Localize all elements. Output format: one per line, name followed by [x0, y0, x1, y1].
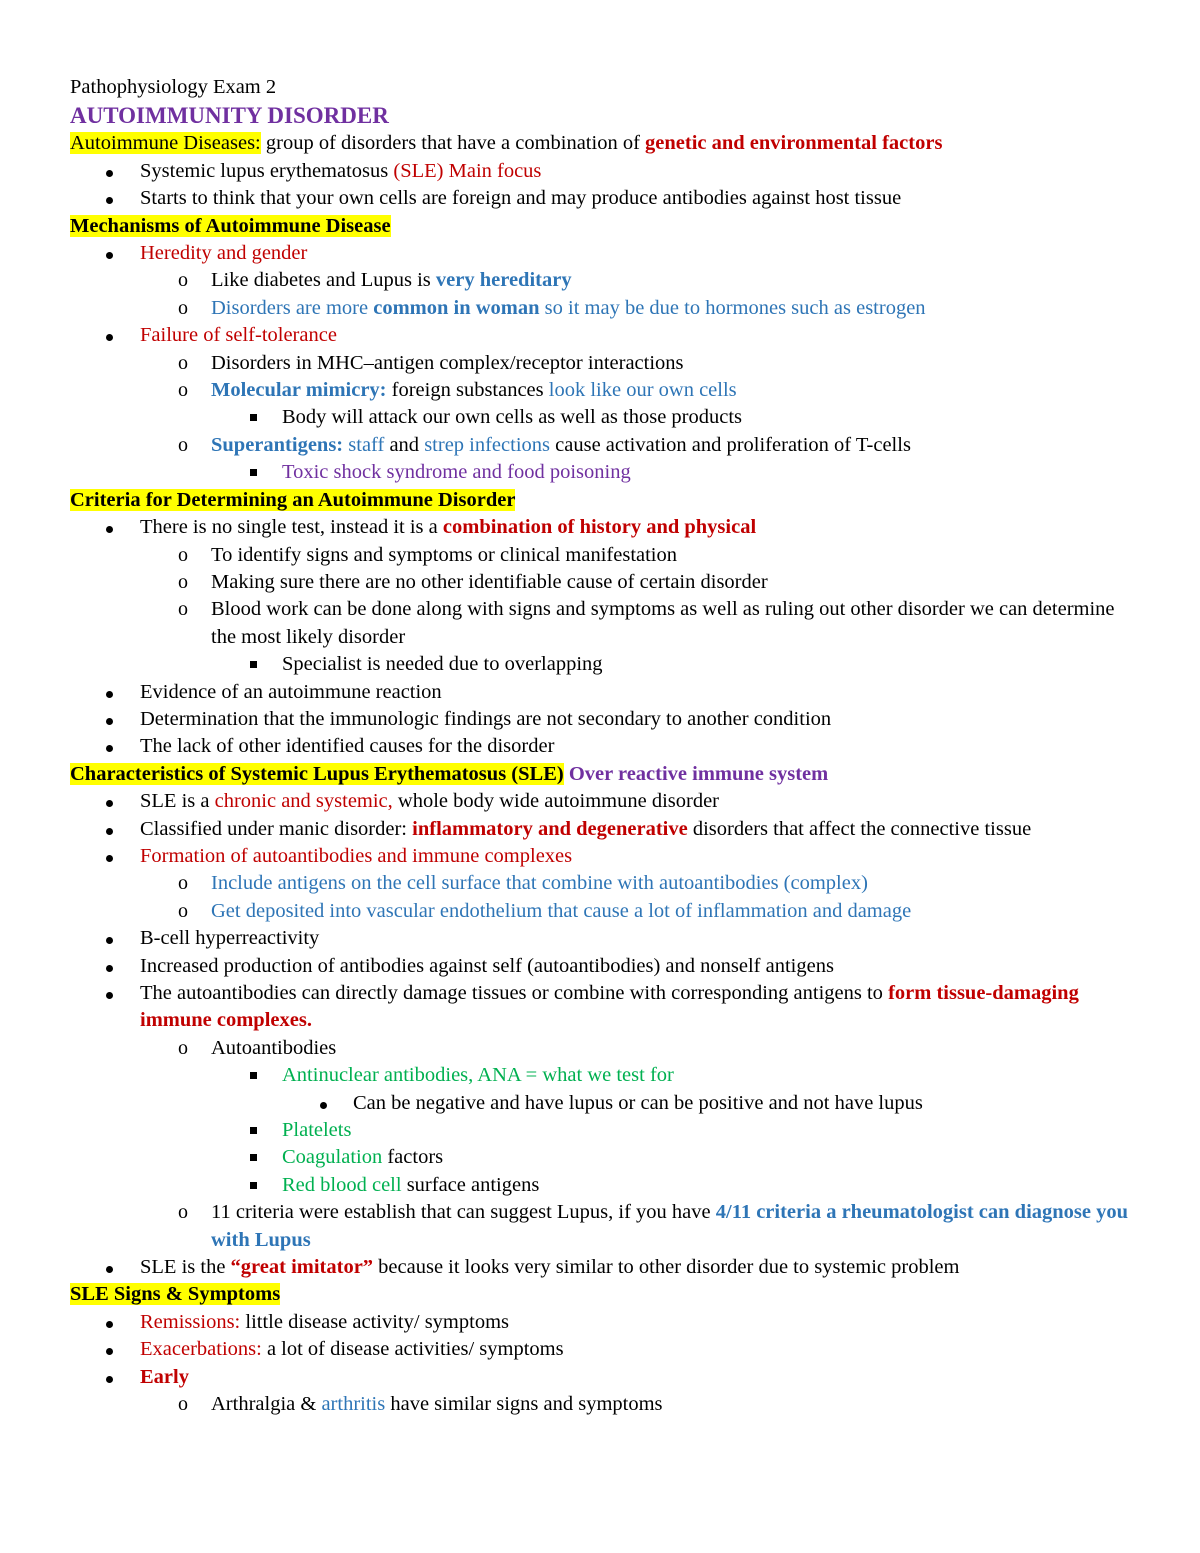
list-item: o Making sure there are no other identifiable cause of certain disorder: [70, 569, 1130, 596]
list-item: o Include antigens on the cell surface that combine with autoantibodies (complex): [70, 870, 1130, 897]
list-item: o Blood work can be done along with signs and symptoms as well as ruling out other disorder we can determine the most likely disorder: [178, 598, 1115, 648]
list-item: B-cell hyperreactivity: [70, 925, 1130, 952]
bullet-square-icon: [250, 1182, 257, 1189]
list-item: o Get deposited into vascular endothelium that cause a lot of inflammation and damage: [70, 898, 1130, 925]
list-item: The autoantibodies can directly damage tissues or combine with corresponding antigens to form tissue-damaging immune complexes.: [70, 980, 1130, 1035]
section-heading: SLE Signs & Symptoms: [70, 1283, 281, 1306]
bullet-circle-icon: o: [178, 1036, 188, 1059]
section-heading: Mechanisms of Autoimmune Disease: [70, 214, 391, 237]
list-item: Exacerbations: a lot of disease activities/ symptoms: [70, 1336, 1130, 1363]
list-item: Red blood cell surface antigens: [70, 1172, 1130, 1199]
bullet-dot-icon: [106, 170, 113, 177]
bullet-circle-icon: o: [178, 269, 188, 292]
list-item: Heredity and gender: [70, 240, 1130, 267]
document-title: Pathophysiology Exam 2: [70, 76, 277, 98]
bullet-square-icon: [250, 469, 257, 476]
list-item: Remissions: little disease activity/ symptoms: [70, 1309, 1130, 1336]
list-item: There is no single test, instead it is a combination of history and physical: [70, 514, 1130, 541]
bullet-dot-icon: [106, 1321, 113, 1328]
bullet-circle-icon: o: [178, 433, 188, 456]
bullet-dot-icon: [106, 526, 113, 533]
list-item: Body will attack our own cells as well as those products: [70, 404, 1130, 431]
list-item: Starts to think that your own cells are foreign and may produce antibodies against host tissue: [70, 185, 1130, 212]
list-item: Increased production of antibodies against self (autoantibodies) and nonself antigens: [70, 953, 1130, 980]
list-item: Failure of self-tolerance: [70, 322, 1130, 349]
autoimmune-definition: Autoimmune Diseases: group of disorders that have a combination of genetic and environmental factors: [70, 132, 943, 155]
bullet-dot-icon: [106, 1348, 113, 1355]
bullet-dot-icon: [106, 992, 113, 999]
list-item: Can be negative and have lupus or can be positive and not have lupus: [70, 1090, 1130, 1117]
list-item: o Disorders in MHC–antigen complex/receptor interactions: [70, 350, 1130, 377]
bullet-circle-icon: o: [178, 598, 188, 621]
bullet-circle-icon: o: [178, 872, 188, 895]
list-item: Coagulation factors: [70, 1144, 1130, 1171]
bullet-square-icon: [250, 1154, 257, 1161]
bullet-dot-icon: [106, 334, 113, 341]
list-item: Evidence of an autoimmune reaction: [70, 679, 1130, 706]
bullet-circle-icon: o: [178, 296, 188, 319]
bullet-dot-icon: [320, 1102, 327, 1109]
bullet-dot-icon: [106, 197, 113, 204]
bullet-dot-icon: [106, 800, 113, 807]
bullet-circle-icon: o: [178, 570, 188, 593]
bullet-dot-icon: [106, 855, 113, 862]
list-item: o Disorders are more common in woman so it may be due to hormones such as estrogen: [70, 295, 1130, 322]
list-item: Formation of autoantibodies and immune complexes: [70, 843, 1130, 870]
list-item: o Autoantibodies: [70, 1035, 1130, 1062]
bullet-square-icon: [250, 414, 257, 421]
list-item: SLE is the “great imitator” because it looks very similar to other disorder due to systemic problem: [70, 1254, 1130, 1281]
list-item: o Superantigens: staff and strep infections cause activation and proliferation of T-cells: [70, 432, 1130, 459]
list-item: Toxic shock syndrome and food poisoning: [70, 459, 1130, 486]
bullet-dot-icon: [106, 937, 113, 944]
bullet-dot-icon: [106, 691, 113, 698]
list-item: o 11 criteria were establish that can suggest Lupus, if you have 4/11 criteria a rheumatologist can diagnose you with Lupus: [178, 1201, 1129, 1251]
bullet-circle-icon: o: [178, 1393, 188, 1416]
bullet-dot-icon: [106, 828, 113, 835]
section-heading: Characteristics of Systemic Lupus Erythematosus (SLE) Over reactive immune system: [70, 762, 829, 785]
list-item: Early: [70, 1364, 1130, 1391]
list-item: Specialist is needed due to overlapping: [70, 651, 1130, 678]
highlight-label: Autoimmune Diseases:: [70, 132, 261, 155]
bullet-circle-icon: o: [178, 543, 188, 566]
list-item: Classified under manic disorder: inflammatory and degenerative disorders that affect the connective tissue: [70, 816, 1130, 843]
bullet-circle-icon: o: [178, 379, 188, 402]
list-item: o To identify signs and symptoms or clinical manifestation: [70, 542, 1130, 569]
list-item: o Molecular mimicry: foreign substances look like our own cells: [70, 377, 1130, 404]
main-heading: AUTOIMMUNITY DISORDER: [70, 103, 389, 129]
bullet-dot-icon: [106, 745, 113, 752]
list-item: Systemic lupus erythematosus (SLE) Main focus: [70, 158, 1130, 185]
bullet-square-icon: [250, 661, 257, 668]
bullet-dot-icon: [106, 1376, 113, 1383]
list-item: Antinuclear antibodies, ANA = what we test for: [70, 1062, 1130, 1089]
list-item: o Like diabetes and Lupus is very hereditary: [70, 267, 1130, 294]
bullet-circle-icon: o: [178, 351, 188, 374]
bullet-circle-icon: o: [178, 1201, 188, 1224]
list-item: Platelets: [70, 1117, 1130, 1144]
bullet-square-icon: [250, 1072, 257, 1079]
bullet-circle-icon: o: [178, 899, 188, 922]
bullet-dot-icon: [106, 965, 113, 972]
bullet-dot-icon: [106, 718, 113, 725]
list-item: SLE is a chronic and systemic, whole body wide autoimmune disorder: [70, 788, 1130, 815]
bullet-dot-icon: [106, 1266, 113, 1273]
section-heading: Criteria for Determining an Autoimmune Disorder: [70, 488, 516, 511]
bullet-square-icon: [250, 1127, 257, 1134]
list-item: Determination that the immunologic findings are not secondary to another condition: [70, 706, 1130, 733]
list-item: o Arthralgia & arthritis have similar signs and symptoms: [70, 1391, 1130, 1418]
bullet-dot-icon: [106, 252, 113, 259]
list-item: The lack of other identified causes for the disorder: [70, 733, 1130, 760]
